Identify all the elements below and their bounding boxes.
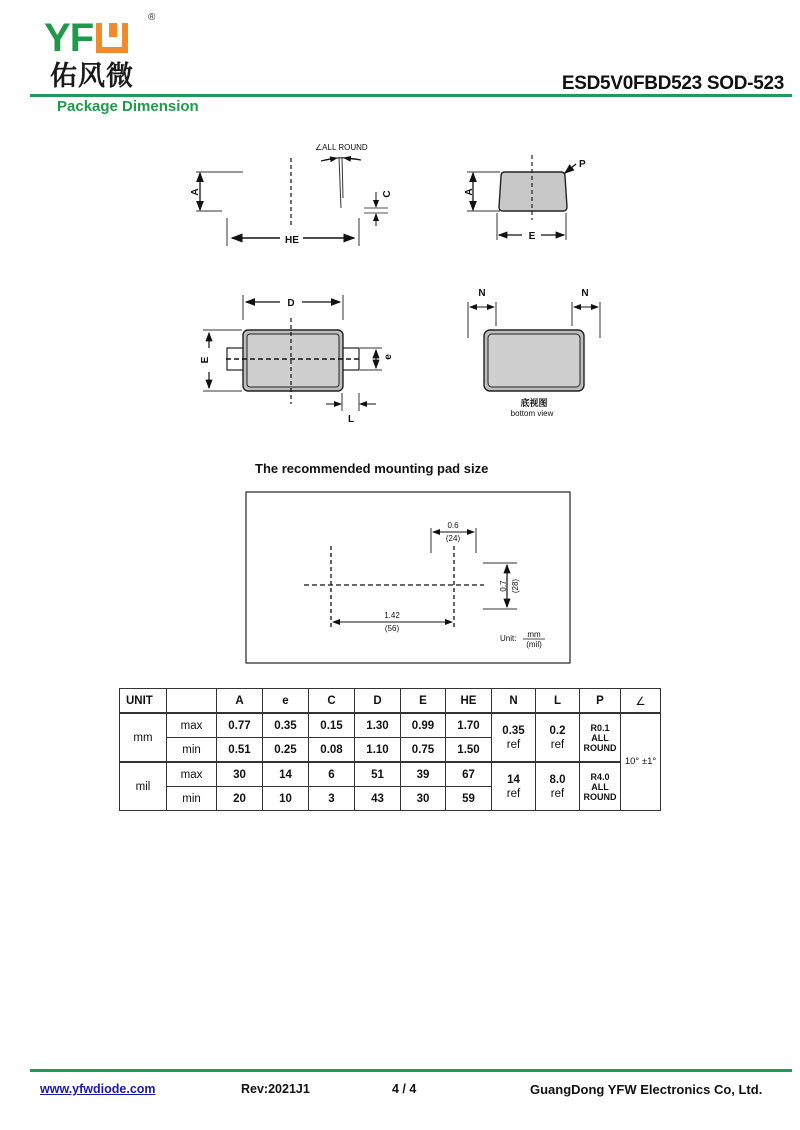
table-row [120,713,661,738]
mil-n-cell [492,762,536,811]
mounting-pad-title: The recommended mounting pad size [255,461,489,476]
revision-label: Rev:2021J1 [241,1082,310,1096]
table-cell: 1.10 [355,738,401,763]
end-view-drawing [464,155,586,242]
table-cell: 30 [401,787,446,811]
mm-p-round: ROUND [583,742,617,753]
pad-pitch-mil: (56) [384,624,400,633]
table-cell: 59 [446,787,492,811]
unit-mil: (mil) [526,640,542,649]
mm-n-value: 0.35 [502,724,525,737]
mm-p-value: R0.1 [590,722,610,733]
label-d: D [287,298,295,309]
mm-p-all: ALL [591,732,609,743]
pad-height-mm: 0.7 [499,580,508,592]
header-l: L [536,689,580,714]
table-cell: 30 [217,762,263,787]
mil-p-round: ROUND [583,791,617,802]
mil-n-ref: ref [506,787,521,800]
row-kind: min [167,787,217,811]
pad-width-mil: (24) [445,534,461,543]
side-view-drawing [190,143,393,246]
header-p: P [580,689,621,714]
mounting-pad-frame [246,492,570,663]
label-a-side: A [190,188,201,196]
mil-p-value: R4.0 [590,771,610,782]
header-angle: ∠ [621,689,661,714]
row-kind: max [167,713,217,738]
header-a: A [217,689,263,714]
table-cell: 0.35 [263,713,309,738]
pad-height-mil: (28) [511,578,520,594]
table-cell: 0.08 [309,738,355,763]
bottom-view-drawing [468,288,600,418]
mm-n-cell [492,713,536,762]
table-cell: 3 [309,787,355,811]
label-e-top: E [200,356,211,364]
footer-divider [30,1069,792,1072]
table-cell: 0.99 [401,713,446,738]
logo-letter-f: F [69,16,94,60]
mil-l-value: 8.0 [549,773,566,786]
table-cell: 20 [217,787,263,811]
registered-mark: ® [148,12,156,23]
document-title: ESD5V0FBD523 SOD-523 [561,73,784,94]
angle-cell: 10° ±1° [621,713,661,811]
website-link[interactable]: www.yfwdiode.com [40,1082,156,1096]
header-e-pitch: e [263,689,309,714]
mil-p-cell [580,762,621,811]
section-title: Package Dimension [57,98,199,115]
table-cell: 0.51 [217,738,263,763]
header-unit: UNIT [120,689,167,714]
pad-width-mm: 0.6 [447,521,459,530]
label-a-end: A [464,188,475,196]
row-kind: min [167,738,217,763]
unit-label: Unit: [500,634,517,643]
table-cell: 1.70 [446,713,492,738]
header-c: C [309,689,355,714]
table-cell: 43 [355,787,401,811]
bottom-view-caption-cn: 底视图 [520,399,548,409]
mm-p-cell [580,713,621,762]
table-cell: 1.30 [355,713,401,738]
header-he: HE [446,689,492,714]
label-n-left: N [478,288,486,299]
logo-letter-y: Y [44,16,70,60]
table-cell: 14 [263,762,309,787]
header-d: D [355,689,401,714]
unit-mm-cell: mm [120,713,167,762]
unit-mil-cell: mil [120,762,167,811]
row-kind: max [167,762,217,787]
logo-chinese-name: 佑风微 [50,61,134,92]
table-cell: 0.75 [401,738,446,763]
label-l: L [347,414,355,425]
mounting-pad-drawing [246,492,570,663]
company-name: GuangDong YFW Electronics Co, Ltd. [530,1082,763,1097]
table-header-row [120,689,661,714]
table-cell: 0.25 [263,738,309,763]
label-e-end: E [528,231,536,242]
label-c: C [382,190,393,198]
page-number: 4 / 4 [392,1082,417,1096]
label-angle-all-round: ∠ALL ROUND [315,143,368,152]
header-n: N [492,689,536,714]
mil-l-ref: ref [550,787,565,800]
mm-l-ref: ref [550,738,565,751]
mm-l-value: 0.2 [549,724,566,737]
pad-pitch-mm: 1.42 [384,611,400,620]
table-cell: 1.50 [446,738,492,763]
table-cell: 0.77 [217,713,263,738]
label-p: P [579,159,586,170]
label-e-pitch: e [383,354,394,360]
table-cell: 67 [446,762,492,787]
label-n-right: N [581,288,589,299]
mm-l-cell [536,713,580,762]
top-view-drawing [200,295,394,425]
header-e: E [401,689,446,714]
table-row [120,762,661,787]
mil-p-all: ALL [591,781,609,792]
label-he: HE [285,235,299,246]
mm-n-ref: ref [506,738,521,751]
mil-l-cell [536,762,580,811]
dimension-table [119,688,661,811]
table-cell: 0.15 [309,713,355,738]
end-view-body [499,172,567,211]
table-cell: 6 [309,762,355,787]
table-cell: 10 [263,787,309,811]
bottom-view-caption-en: bottom view [510,409,554,418]
table-cell: 51 [355,762,401,787]
mil-n-value: 14 [507,773,520,786]
table-cell: 39 [401,762,446,787]
header-blank [167,689,217,714]
unit-mm: mm [527,630,541,639]
